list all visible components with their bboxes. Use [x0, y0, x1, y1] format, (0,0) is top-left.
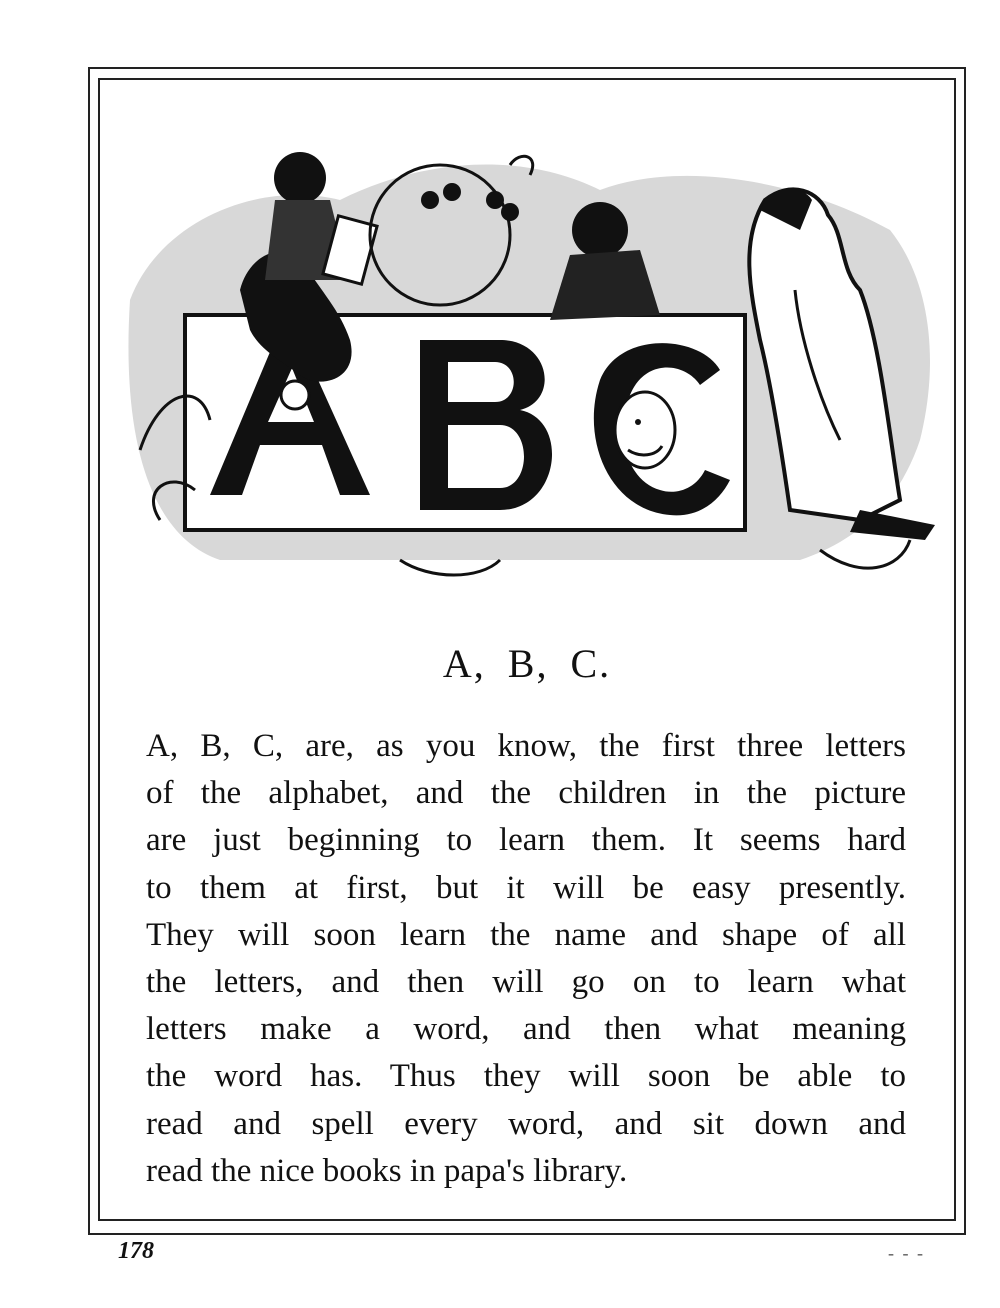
body-line: to them at first, but it will be easy presently.	[146, 869, 906, 906]
body-line: A, B, C, are, as you know, the first three letters	[146, 728, 906, 764]
body-line: They will soon learn the name and shape of all	[146, 916, 906, 953]
body-line: are just beginning to learn them. It seems hard	[146, 822, 906, 859]
abc-children-illustration-icon	[100, 140, 950, 600]
body-line: the letters, and then will go on to learn what	[146, 963, 906, 1000]
body-line: read and spell every word, and sit down and	[146, 1105, 906, 1142]
body-paragraph	[146, 723, 906, 1195]
body-line: the word has. Thus they will soon be able to	[146, 1058, 906, 1095]
edge-mark: - - -	[888, 1243, 925, 1263]
page-title: A, B, C.	[442, 641, 612, 686]
body-line: read the nice books in papa's library.	[146, 1152, 628, 1189]
body-line: of the alphabet, and the children in the picture	[146, 775, 906, 812]
body-line: letters make a word, and then what meaning	[146, 1011, 906, 1048]
page-number: 178	[118, 1238, 154, 1264]
